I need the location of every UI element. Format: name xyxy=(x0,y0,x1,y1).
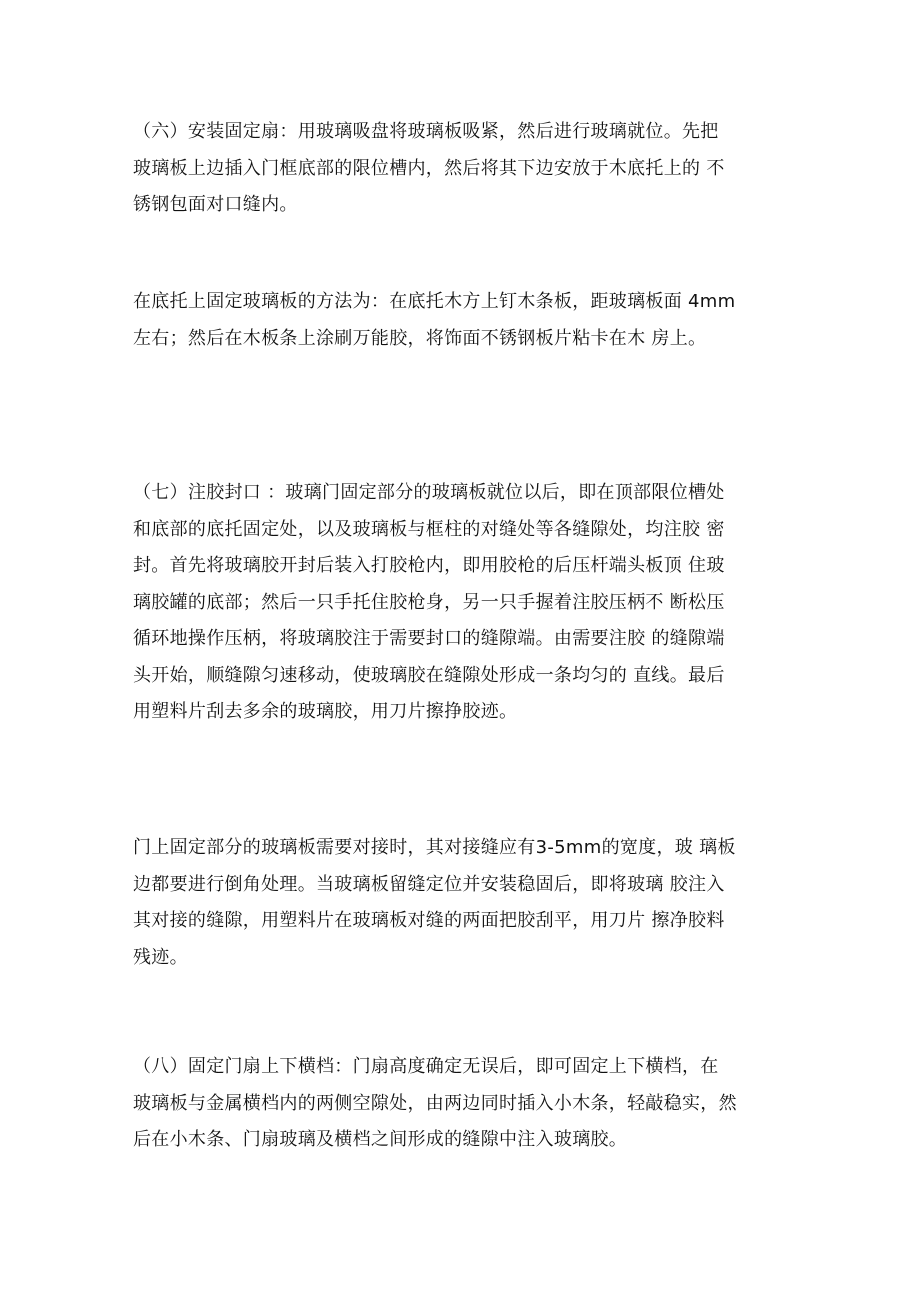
text-line: （六）安装固定扇：用玻璃吸盘将玻璃板吸紧，然后进行玻璃就位。先把 xyxy=(133,121,719,142)
text-line: 门上固定部分的玻璃板需要对接时，其对接缝应有3-5mm的宽度，玻 璃板 xyxy=(133,837,736,858)
text-line: 后在小木条、门扇玻璃及横档之间形成的缝隙中注入玻璃胶。 xyxy=(133,1129,628,1150)
paragraph-base-fixing-method xyxy=(133,284,793,357)
text-line: 头开始，顺缝隙匀速移动，使玻璃胶在缝隙处形成一条均匀的 直线。最后 xyxy=(133,664,725,686)
text-line: 其对接的缝隙，用塑料片在玻璃板对缝的两面把胶刮平，用刀片 擦净胶料 xyxy=(133,910,725,931)
text-line: 左右；然后在木板条上涂刷万能胶，将饰面不锈钢板片粘卡在木 房上。 xyxy=(133,327,707,349)
text-line: （七）注胶封口 ：玻璃门固定部分的玻璃板就位以后，即在顶部限位槽处 xyxy=(133,482,725,503)
text-line: 璃胶罐的底部；然后一只手托住胶枪身，另一只手握着注胶压柄不 断松压 xyxy=(133,591,725,613)
text-line: （八）固定门扇上下横档：门扇高度确定无误后，即可固定上下横档，在 xyxy=(133,1056,719,1077)
text-line: 玻璃板与金属横档内的两侧空隙处，由两边同时插入小木条，轻敲稳实，然 xyxy=(133,1092,737,1114)
text-line: 在底托上固定玻璃板的方法为：在底托木方上钉木条板，距玻璃板面 4mm xyxy=(133,291,736,312)
text-line: 锈钢包面对口缝内。 xyxy=(133,194,298,215)
text-line: 残迹。 xyxy=(133,946,188,968)
text-line: 用塑料片刮去多余的玻璃胶，用刀片擦挣胶迹。 xyxy=(133,701,518,722)
paragraph-install-fixed-leaf xyxy=(133,114,793,224)
text-line: 封。首先将玻璃胶开封后装入打胶枪内，即用胶枪的后压杆端头板顶 住玻 xyxy=(133,555,725,576)
text-line: 和底部的底托固定处，以及玻璃板与框柱的对缝处等各缝隙处，均注胶 密 xyxy=(133,518,725,540)
text-line: 循环地操作压柄，将玻璃胶注于需要封口的缝隙端。由需要注胶 的缝隙端 xyxy=(133,628,725,649)
text-line: 玻璃板上边插入门框底部的限位槽内，然后将其下边安放于木底托上的 不 xyxy=(133,157,725,179)
paragraph-glass-butt-joint xyxy=(133,830,793,976)
text-line: 边都要进行倒角处理。当玻璃板留缝定位并安装稳固后，即将玻璃 胶注入 xyxy=(133,873,725,895)
paragraph-fix-door-rails xyxy=(133,1049,793,1159)
paragraph-glue-sealing xyxy=(133,475,793,731)
